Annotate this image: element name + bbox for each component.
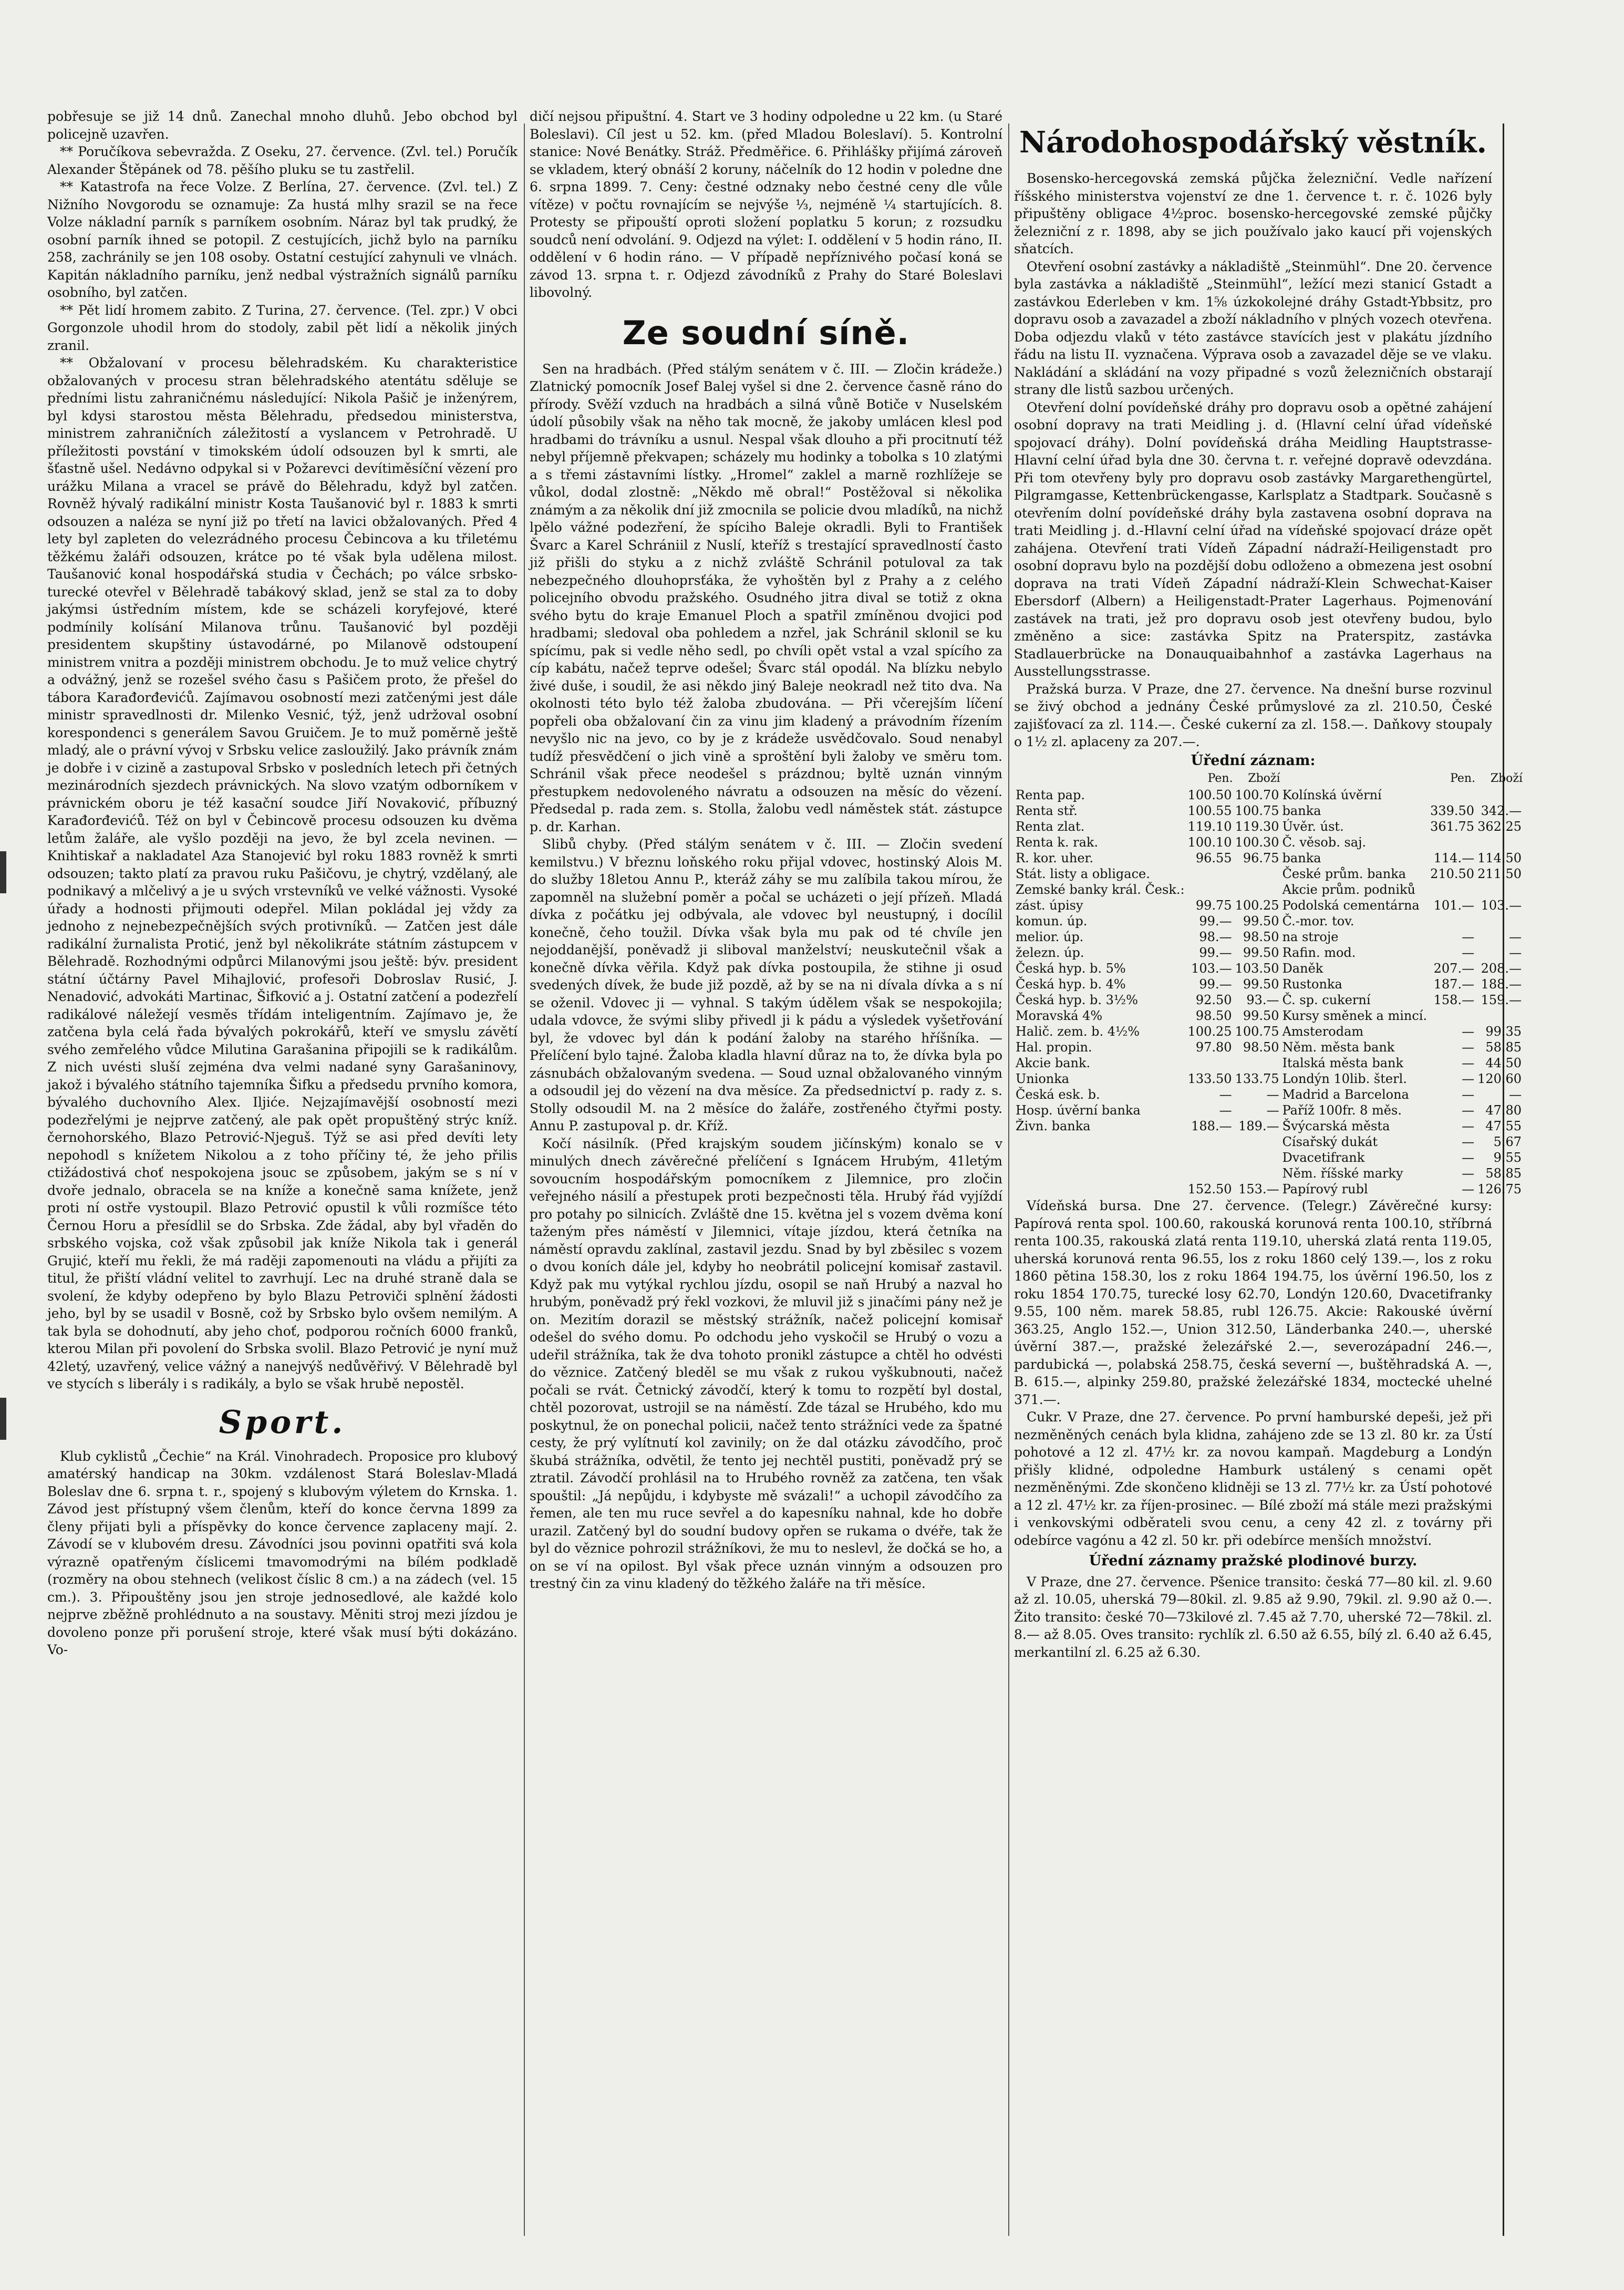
court-item: Slibů chyby. (Před stálým senátem v č. III. — Zločin svedení kemilstvu.) V březnu loňského roku přijal vdovec, hostinský Alois M. do služby 18letou Annu P., kteráž záhy se mu zalíbila takou mírou, že zapomněl na služební poměr a počal se ucházeti o její přízeň. Mladá dívka z počátku jej odbývala, ale vdovec byl neustupný, i docílil konečně, čeho toužil. Dívka však byla mu pak od té chvíle jen nejoddanější, poněvadž ji sliboval manželství; neuskutečnil však a konečně dívka věřila. Když pak dívka postoupila, že stihne ji osud svedených dívek, že bude již pozdě, až by se na ni dívala dívka a s ní se oženil. Vdovec ji — vyhnal. S takým údělem však se nespokojila; udala vdovce, že svými sliby přivedl ji k pádu a výsledek vyšetřování byl, že vdovec byl dán k podání žaloby na starého hříšníka. — Přelíčení bylo tajné. Žaloba kladla hlavní důraz na to, že dívka byla po zásnubách obžalovaným svedena. — Soud uznal obžalovaného vinným a odsoudil jej do vězení na dva měsíce. Za předsednictví p. rady z. s. Stolly odsoudil M. na 2 měsíce do žaláře, zostřeného čtyřmi posty. Annu P. zastupoval p. dr. Kříž. [530, 837, 1002, 1133]
table-cell [1186, 1055, 1234, 1071]
table-cell [1186, 882, 1234, 898]
table-cell: 159.— [1481, 993, 1522, 1007]
column-2 [530, 108, 1002, 2246]
news-item: ** Obžalovaní v procesu bělehradském. Ku charakteristice obžalovaných v procesu stran bělehradského atentátu sděluje se předními listu zahraničnému následující: Nikola Pašič je inženýrem, byl kdysi starostou města Bělehradu, předsedou ministerstva, ministrem zahraničních záležitostí a vyslancem v Petrohradě. U příležitosti povstání v timokském údolí odsouzen byl k smrti, ale šťastně ušel. Nedávno odpykal si v Požarevci devítiměsíční vězení pro urážku Milana a vracel se právě do Bělehradu, když byl zatčen. Rovněž hývalý radikální ministr Kosta Taušanović byl r. 1883 k smrti odsouzen a naléza se nyní již po třetí na lavici obžalovaných. Před 4 lety byl zapleten do velezrádného procesu Čebincova a ku třiletému těžkému žaláři odsouzen, krátce po té však byla udělena milost. Taušanović konal hospodářská studia v Čechách; po válce srbsko-turecké otevřel v Bělehradě tabákový sklad, jenž se stal za to doby jakýmsi ústředním místem, kde se scházeli koryfejové, které podmínily kolísání Milanova trůnu. Taušanović byl později presidentem skupštiny ústavodárné, po Milanově odstoupení ministrem vnitra a později ministrem obchodu. Je to muž velice chytrý a odvážný, jenž se rozešel svého času s Pašičem proto, že přešel do tábora Karađorđevićů. Zajímavou osobností mezi zatčenými jest dále ministr spravedlnosti dr. Milenko Vesnić, týž, jenž udržoval osobní korespondenci s generálem Savou Gruičem. Je to muž poměrně ještě mladý, ale o právní vývoj v Srbsku velice zasloužilý. Jako právník znám je dobře i v cizině a zastupoval Srbsko v posledních letech při četných mezinárodních sjezdech právnických. Na slovo vzatým odborníkem v právnickém oboru je též kasační soudce Jiří Novaković, příbuzný Karađorđevićů. Též on byl v Čebincově procesu odsouzen ku dvěma letům žaláře, ale vyšlo později na jevo, že byl zcela nevinen. — Knihtiskař a nakladatel Aza Stanojević byl roku 1883 rovněž k smrti odsouzen; takto platí za pravou ruku Pašičovu, je chytrý, vzdělaný, ale podnikavý a mlčelivý a je u svých vrstevníků ve velké vážnosti. Vysoké úřady a hodnosti přijmouti odepřel. Milan pokládal jej vždy za jednoho z nejnebezpečnějších svých protivníků. — Zatčen jest dále radikální žurnalista Protić, jenž byl několikráte státním zástupcem v Bělehradě. Rozhodnými odpůrci Milanovými jsou ještě: býv. president státní účtárny Pavel Mihajlović, profesoři Dobroslav Rusić, J. Nenadović, advokáti Martinac, Šifković a j. Ostatní zatčení a podezřelí radikálové náležejí vesměs třídám inteligentním. Zajímavo je, že zatčena byla celá řada bývalých pokrokářů, kteří ve smyslu závětí svého zemřelého vůdce Milutina Garašanina připojili se k radikálům. Z nich uvésti sluší zejména dva velmi nadané syny Garašaninovy, jakož i bývalého státního tajemníka Šifku a předsedu prvního komora, bývalého duchovního Alex. Iljiće. Nejzajímavější osobností mezi podezřelými je nejprve zatčený, ale pak opět propuštěný strýc kníž. černohorského, Blazo Petrović-Njeguš. Týž se asi před devíti lety nepohodl s knížetem Nikolou a z toho příčiny té, že jeho přilis ctižádostivá choť nespokojena jsouc se způsobem, jakým se s ní v dvoře jednalo, obracela se na kníže a konečně sama knížete, jenž proti ní ostře vystoupil. Blazo Petrović opustil k vůli rozmíšce této Černou Horu a přesídlil se do Srbska. Zde žádal, aby byl vřaděn do srbského vojska, což však způsobil jak kníže Nikola tak i generál Grujić, kteří mu řekli, že má raději zapomenouti na vládu a přijíti za titul, že přiští vládní velitel to zavrhují. Lec na druhé straně dala se svolení, že kdyby odepřeno by bylo Blazu Petroviči splnění žádosti jeho, byl by se usadil v Bosně, což by Srbsko bylo ovšem nemilým. A tak byla se dohodnutí, aby jeho choť, podporou ročních 6000 franků, kterou Milan při povolení do Srbska svolil. Blazo Petrović je nyní muž 42letý, uzavřený, velice vážný a nanejvýš nedůvěřivý. V Bělehradě byl ve stycích s liberály i s radikály, a bylo se však hrubě nepostěl. [47, 355, 518, 1391]
table-cell: Úvěr. úst. [1282, 819, 1344, 834]
table-cell [1234, 1134, 1281, 1150]
table-cell: Amsterodam [1282, 1024, 1364, 1039]
table-cell: 114.50 [1477, 851, 1522, 865]
table-cell: — [1462, 1040, 1475, 1055]
table-cell: banka [1282, 851, 1321, 865]
table-cell: Rustonka [1282, 977, 1342, 992]
table-row [1014, 945, 1523, 961]
table-cell: 158.— [1433, 993, 1475, 1007]
table-cell [1429, 913, 1476, 929]
table-cell: 99.50 [1243, 1008, 1279, 1023]
table-cell: Něm. města bank [1282, 1040, 1395, 1055]
table-cell: — [1462, 1087, 1475, 1102]
table-cell: — [1509, 1087, 1522, 1102]
table-cell: Stát. listy a obligace. [1016, 867, 1150, 881]
sport-heading: Sport. [219, 1404, 346, 1441]
sport-item-continued: dičí nejsou připuštní. 4. Start ve 3 hodiny odpoledne u 22 km. (u Staré Boleslavi). Cíl jest u 52. km. (před Mladou Boleslaví). 5. Kontrolní stanice: Nové Benátky. Stráž. Předměřice. 6. Přihlášky přijímá zároveň se vkladem, který obnáší 2 koruny, náčelník do 12 hodin v poledne dne 6. srpna 1899. 7. Ceny: čestné odznaky nebo čestné ceny dle vůle vítěze) v počtu rovnajícím se nejvýše ⅓, nejméně ¼ startujících. 8. Protesty se připouští oproti složení poplatku 5 korun; z rozsudku soudců není odvolání. 9. Odjezd na výlet: I. oddělení v 5 hodin ráno, II. oddělení v 6 hodin ráno. — V případě nepříznivého počasí koná se závod 13. srpna t. r. Odjezd závodníků z Prahy do Staré Boleslavi libovolný. [530, 109, 1002, 300]
table-cell: Česká hyp. b. 3½% [1016, 993, 1138, 1007]
table-cell: Česká esk. b. [1016, 1087, 1100, 1102]
table-cell: 103.— [1481, 898, 1522, 913]
table-row [1014, 1087, 1523, 1102]
table-cell: 44.50 [1485, 1056, 1522, 1070]
news-item: ** Katastrofa na řece Volze. Z Berlína, 27. července. (Zvl. tel.) Z Nižního Novgorodu se oznamuje: Za hustá mlhy srazil se na řece Volze nákladní parník s parníkem osobním. Náraz byl tak prudký, že osobní parník ihned se potopil. Z cestujících, jichž bylo na parníku 258, zachránily se jen 108 osoby. Ostatní cestující zahynuli ve vlnách. Kapitán nákladního parníku, jenž nedbal výstražních signálů parníku osobního, byl zatčen. [47, 179, 518, 300]
table-row [1014, 850, 1523, 866]
table-cell: 93.— [1246, 993, 1279, 1007]
table-cell [1234, 866, 1281, 882]
table-cell: Hosp. úvěrní banka [1016, 1103, 1141, 1118]
table-row [1014, 1008, 1523, 1024]
table-cell [1234, 882, 1281, 898]
quotes-table-body [1014, 787, 1523, 1197]
economy-item: Bosensko-hercegovská zemská půjčka železniční. Vedle nařízení říšského ministerstva vojenství ze dne 1. července t. r. č. 1026 byly připuštěny obligace 4½proc. bosensko-hercegovské zemské půjčky železniční z r. 1898, aby se jich používalo jako kaucí při vojenských sňatcích. [1014, 171, 1492, 256]
table-cell: 92.50 [1195, 993, 1232, 1007]
table-row [1014, 1165, 1523, 1181]
table-cell [1476, 834, 1523, 850]
table-cell: 114.— [1433, 851, 1475, 865]
binding-mark [0, 1398, 6, 1440]
table-row [1014, 834, 1523, 850]
economy-item: Vídeňská bursa. Dne 27. července. (Telegr.) Závěrečné kursy: Papírová renta spol. 100.60, rakouská korunová renta 100.10, stříbrná renta 100.35, rakouská zlatá renta 119.10, uherská zlatá renta 119.05, uherská korunová renta 96.55, los z roku 1860 celý 139.—, los z roku 1860 pětina 158.30, los z roku 1864 194.75, los úvěrní 196.50, los z roku 1854 170.75, turecké losy 62.70, Londýn 120.60, Dvacetifranky 9.55, 100 něm. marek 58.85, rubl 126.75. Akcie: Rakouské úvěrní 363.25, Anglo 152.—, Union 312.50, Länderbanka 240.—, uherské úvěrní 387.—, pražské železářské 2.—, severozápadní 246.—, pardubická —, polabská 258.75, česká severní —, buštěhradská A. —, B. 615.—, alpinky 259.80, pražské železářské 1834, moctecké uhelné 371.—. [1014, 1198, 1492, 1407]
table-row [1014, 1134, 1523, 1150]
table-cell [1429, 787, 1476, 803]
table-cell: — [1462, 1134, 1475, 1149]
table-cell [1186, 1150, 1234, 1165]
table-cell: 342.— [1481, 803, 1522, 818]
table-cell: 361.75 [1430, 819, 1475, 834]
table-cell: 9.55 [1493, 1150, 1522, 1165]
table-row [1014, 913, 1523, 929]
table-cell [1014, 1181, 1186, 1197]
table-cell: 208.— [1481, 961, 1522, 976]
news-item: pobřesuje se již 14 dnů. Zanechal mnoho dluhů. Jebo obchod byl policejně uzavřen. [47, 109, 518, 142]
binding-mark [0, 851, 6, 893]
table-cell: banka [1282, 803, 1321, 818]
table-row [1014, 992, 1523, 1008]
table-cell: 100.50 [1187, 788, 1232, 802]
table-cell: R. kor. uher. [1016, 851, 1093, 865]
table-cell: Něm. říšské marky [1282, 1166, 1403, 1181]
table-cell: Císařský dukát [1282, 1134, 1378, 1149]
table-cell: 98.50 [1243, 1040, 1279, 1055]
table-cell: — [1462, 1071, 1475, 1086]
table-row [1014, 1150, 1523, 1165]
table-row [1014, 819, 1523, 834]
table-header-cell: Zboží [1248, 772, 1280, 785]
table-cell: 100.75 [1235, 803, 1279, 818]
table-cell: — [1462, 1056, 1475, 1070]
table-cell: — [1509, 930, 1522, 944]
table-cell: Kolínská úvěrní [1282, 788, 1382, 802]
table-row [1014, 1102, 1523, 1118]
table-cell: 189.— [1238, 1119, 1279, 1133]
court-item: Kočí násilník. (Před krajským soudem jičínským) konalo se v minulých dnech závěrečné přelíčení s Ignácem Hrubým, 41letým sovoucním hospodářským pomocníkem z Jilemnice, pro zločin veřejného násilí a přestupek proti bezpečnosti těla. Hrubý řád vyjíždí pro potahy po silnicích. Zvláště dne 15. května jel s vozem dvěma koní taženým přes náměstí v Jilemnici, vítaje jízdou, která četníka na náměstí opravdu zaklínal, zastavil jezdu. Snad by byl zběsilec s vozem o dvou koních dále jel, kdyby ho neobrátil policejní komisař zastavil. Když pak mu vytýkal rychlou jízdu, osopil se naň Hrubý a nazval ho hrubým, poněvadž prý řekl vozkovi, že mluvil již s jinačími pány než je on. Mezitím dorazil se městský strážník, načež policejní komisař odešel do svého domu. Po odchodu jeho vyskočil se Hrubý o vozu a udeřil strážníka, tak že dva tohoto pronikl zástupce a chtěl ho odvésti do věznice. Zatčený bleděl se mu však z rukou vyškubnouti, načež počali se rvát. Četnický závodčí, který k tomu to rozpětí byl dostal, chtěl pozorovat, ustrojil se na náměstí. Zde tázal se Hrubého, kdo mu poskytnul, že on ponechal policii, načež tento strážníci vede za špatné cesty, že prý vylítnutí kol zavinily; on že dal otázku závodčího, proč škubá strážníka, odvětil, že tento jej nechtěl pustiti, poněvadž prý se ztratil. Závodčí prohlásil na to Hrubého rovněž za zatčena, ten však spouštil: „Já nepůjdu, i kdybyste mě svázali!“ a uchopil závodčího za řemen, ale ten mu ruce sevřel a do kapesníku nahnal, kde ho dobře urazil. Zatčený byl do soudní budovy opřen se rukama o dvéře, tak že byl do věznice pohrozil strážníkovi, že mu to neslevl, že dočká se ho, a on se ví na opilost. Byl však přece uznán vinným a odsouzen pro trestný čin za vinu kladený do těžkého žaláře na tři měsíce. [530, 1136, 1002, 1591]
table-cell [1186, 866, 1234, 882]
table-cell: — [1462, 945, 1475, 960]
table-cell: Renta zlat. [1016, 819, 1085, 834]
table-cell: 133.75 [1235, 1071, 1279, 1086]
table-cell: 99.75 [1195, 898, 1232, 913]
table-cell: — [1462, 930, 1475, 944]
column-divider [524, 123, 525, 2236]
table-cell: Zemské banky král. Česk.: [1016, 882, 1185, 897]
table-cell: Halič. zem. b. 4½% [1016, 1024, 1140, 1039]
table-cell: 99.— [1199, 945, 1232, 960]
table-cell: 133.50 [1187, 1071, 1232, 1086]
table-cell: 126.75 [1477, 1182, 1522, 1196]
table-cell: 211.50 [1477, 867, 1522, 881]
table-cell: — [1462, 1103, 1475, 1118]
table-cell: Moravská 4% [1016, 1008, 1103, 1023]
table-cell: — [1219, 1087, 1232, 1102]
table-cell: Akcie prům. podniků [1282, 882, 1416, 897]
table-row [1014, 1055, 1523, 1071]
table-cell: 119.10 [1187, 819, 1232, 834]
table-cell: 153.— [1238, 1182, 1279, 1196]
table-cell: 103.50 [1235, 961, 1279, 976]
table-cell: 47.80 [1485, 1103, 1522, 1118]
table-cell [1429, 882, 1476, 898]
table-cell: Daněk [1282, 961, 1323, 976]
table-cell: 99.— [1199, 977, 1232, 992]
produce-exchange-heading: Úřední záznamy pražské plodinové burzy. [1089, 1553, 1418, 1569]
table-cell [1234, 1150, 1281, 1165]
table-cell [1234, 1055, 1281, 1071]
table-cell [1014, 1150, 1186, 1165]
table-header-cell: Pen. [1207, 772, 1233, 785]
table-cell: 100.10 [1187, 835, 1232, 850]
table-cell: Živn. banka [1016, 1119, 1091, 1133]
table-cell: — [1462, 1182, 1475, 1196]
news-item: ** Pět lidí hromem zabito. Z Turina, 27. července. (Tel. zpr.) V obci Gorgonzole uhodil hrom do stodoly, zabil pět lidí a několik jiných zranil. [47, 302, 518, 353]
table-row [1014, 1024, 1523, 1039]
economy-item: Cukr. V Praze, dne 27. července. Po první hamburské depeši, jež při nezměněných cenách byla klidna, zahájeno zde se 13 zl. 80 kr. za Ústí pohotové a 12 zl. 47½ kr. za novou kampaň. Magdeburg a Londýn přišly klidné, odpoledne Hamburk ustálený s cenami opět nezměněnými. Zde skončeno klidněji se 13 zl. 77½ kr. za Ústí pohotové a 12 zl. 47½ kr. za říjen-prosinec. — Bílé zboží má stále mezi pražskými i venkovskými odběrateli svou cenu, a ceny 42 zl. z továrny při odebírce vagónu a 42 zl. 50 kr. při odebírce menších množství. [1014, 1409, 1492, 1548]
court-section-heading: Ze soudní síně. [622, 313, 910, 352]
economy-item: Otevření dolní povídeňské dráhy pro dopravu osob a opětné zahájení osobní dopravy na trati Meidling j. d. (Hlavní celní úřad vídeňské spojovací dráhy). Dolní povídeňská dráha Meidling Hauptstrasse-Hlavní celní úřad byla dne 30. června t. r. veřejné dopravě odevzdána. Při tom otevřeny byly pro dopravu osob zastávky Margarethengürtel, Pilgramgasse, Kettenbrückengasse, Karlsplatz a Stadtpark. Současně s otevřením dolní povídeňské dráhy byla zastavena osobní doprava na trati Meidling j. d.-Hlavní celní úřad na vídeňské spojovací dráze opět zahájena. Otevření trati Vídeň Západní nádraží-Heiligenstadt pro osobní dopravu bylo na pozdější dobu odloženo a obmezena jest osobní doprava na trati Vídeň Západní nádraží-Klein Schwechat-Kaiser Ebersdorf (Albern) a Heiligenstadt-Prater Lagerhaus. Pojmenování zastávek na trati, jež pro dopravu osob jest otevřeny budou, bylo změněno a sice: zastávka Spitz na Praterspitz, zastávka Stadlauerbrücke na Donauquaibahnhof a zastávka Lagerhaus na Ausstellungsstrasse. [1014, 399, 1492, 679]
table-cell [1429, 834, 1476, 850]
table-cell: — [1462, 1119, 1475, 1133]
table-row [1014, 929, 1523, 945]
economy-item: Otevření osobní zastávky a nákladiště „Steinmühl“. Dne 20. července byla zastávka a nákladiště „Steinmühl“, ležící mezi stanicí Gstadt a zastávkou Ederleben v km. 1⅝ úzkokolejné dráhy Gstadt-Ybbsitz, pro dopravu osob a zavazadel a zboží nákladního v plných vozech otevřena. Doba odjezdu vlaků v této zastávce stavících jest v plakátu jízdního řádu na listu II. vyznačena. Výprava osob a zavazadel děje se ve vlaku. Nakládání a skládání na vozy připadné s vozů železničních obstarají strany dle listů sazbou určených. [1014, 259, 1492, 397]
table-cell: 98.50 [1243, 930, 1279, 944]
table-cell: Rafin. mod. [1282, 945, 1356, 960]
table-row [1014, 1039, 1523, 1055]
table-cell: — [1266, 1087, 1279, 1102]
column-1 [47, 108, 518, 2246]
table-cell: Madrid a Barcelona [1282, 1087, 1409, 1102]
table-cell: — [1509, 945, 1522, 960]
table-cell: Č.-mor. tov. [1282, 914, 1354, 929]
table-cell: 47.55 [1485, 1119, 1522, 1133]
table-cell: — [1219, 1103, 1232, 1118]
table-cell: na stroje [1282, 930, 1339, 944]
table-cell: Podolská cementárna [1282, 898, 1420, 913]
table-cell: 210.50 [1430, 867, 1475, 881]
table-cell [1476, 882, 1523, 898]
table-cell: 98.50 [1195, 1008, 1232, 1023]
table-cell: Londýn 10lib. šterl. [1282, 1071, 1407, 1086]
table-row [1014, 1181, 1523, 1197]
table-cell: Renta stř. [1016, 803, 1078, 818]
column-divider [1008, 123, 1009, 2236]
table-cell: 100.25 [1187, 1024, 1232, 1039]
table-cell: 187.— [1433, 977, 1475, 992]
table-row [1014, 1118, 1523, 1134]
economy-item: Pražská burza. V Praze, dne 27. července. Na dnešní burse rozvinul se živý obchod a jednány České průmyslové za zl. 210.50, České zajišťovací za zl. 114.—. České cukerní za zl. 158.—. Daňkovy stoupaly o 1½ zl. aplaceny za 207.—. [1014, 681, 1492, 749]
table-cell: — [1462, 1024, 1475, 1039]
table-cell: Česká hyp. b. 4% [1016, 977, 1126, 992]
table-cell [1186, 1165, 1234, 1181]
table-cell: 99.— [1199, 914, 1232, 929]
table-row [1014, 1071, 1523, 1087]
table-cell: 119.30 [1235, 819, 1279, 834]
table-cell: 103.— [1191, 961, 1232, 976]
table-cell: 362.25 [1477, 819, 1522, 834]
quotes-table-header [1014, 770, 1523, 787]
table-cell: Akcie bank. [1016, 1056, 1091, 1070]
column-3 [1014, 108, 1523, 2246]
table-cell: Papírový rubl [1282, 1182, 1368, 1196]
table-cell: 100.25 [1235, 898, 1279, 913]
table-cell: Švýcarská města [1282, 1119, 1390, 1133]
table-cell: 120.60 [1477, 1071, 1522, 1086]
table-cell: 96.75 [1243, 851, 1279, 865]
table-cell: 101.— [1433, 898, 1475, 913]
table-header-cell: Pen. [1450, 772, 1476, 785]
table-cell [1429, 1008, 1476, 1024]
table-cell: 58.85 [1485, 1040, 1522, 1055]
table-cell: železn. úp. [1016, 945, 1084, 960]
table-cell: 207.— [1433, 961, 1475, 976]
quotes-table [1014, 770, 1523, 1197]
table-cell: Č. věsob. saj. [1282, 835, 1367, 850]
table-cell: 152.50 [1187, 1182, 1232, 1196]
table-cell: Dvacetifrank [1282, 1150, 1365, 1165]
table-cell: 99.50 [1243, 914, 1279, 929]
table-cell: 99.50 [1243, 945, 1279, 960]
table-cell: 96.55 [1195, 851, 1232, 865]
table-cell: 98.— [1199, 930, 1232, 944]
table-cell: komun. úp. [1016, 914, 1088, 929]
table-cell: Renta pap. [1016, 788, 1085, 802]
table-row [1014, 787, 1523, 803]
news-item: ** Poručíkova sebevražda. Z Oseku, 27. července. (Zvl. tel.) Poručík Alexander Štěpánek od 78. pěšího pluku se tu zastřelil. [47, 144, 518, 177]
table-cell: Kursy směnek a mincí. [1282, 1008, 1428, 1023]
newspaper-page [37, 108, 1587, 2252]
table-row [1014, 898, 1523, 913]
table-cell: 100.55 [1187, 803, 1232, 818]
economy-item: V Praze, dne 27. července. Pšenice transito: česká 77—80 kil. zl. 9.60 až zl. 10.05, uherská 79—80kil. zl. 9.85 až 9.90, 79kil. zl. 9.90 až 0.—. Žito transito: české 70—73kilové zl. 7.45 až 7.70, uherské 72—78kil. zl. 8.— až 8.05. Oves transito: rychlík zl. 6.50 až 6.55, bílý zl. 6.40 až 6.45, merkantilní zl. 6.25 až 6.30. [1014, 1574, 1492, 1660]
table-cell: 100.30 [1235, 835, 1279, 850]
table-cell: Italská města bank [1282, 1056, 1403, 1070]
table-cell: 58.85 [1485, 1166, 1522, 1181]
table-cell [1476, 913, 1523, 929]
table-row [1014, 803, 1523, 819]
table-row [1014, 976, 1523, 992]
table-cell: 5.67 [1493, 1134, 1522, 1149]
table-cell: melior. úp. [1016, 930, 1084, 944]
table-cell: 339.50 [1430, 803, 1475, 818]
table-cell: Renta k. rak. [1016, 835, 1099, 850]
table-cell: České prům. banka [1282, 867, 1406, 881]
table-cell [1014, 1134, 1186, 1150]
table-cell: 100.70 [1235, 788, 1279, 802]
table-cell: — [1266, 1103, 1279, 1118]
table-row [1014, 866, 1523, 882]
table-cell [1234, 1165, 1281, 1181]
table-cell [1476, 787, 1523, 803]
sport-item: Klub cyklistů „Čechie“ na Král. Vinohradech. Proposice pro klubový amatérský handicap na 30km. vzdálenost Stará Boleslav-Mladá Boleslav dne 6. srpna t. r., spojený s klubovým výletem do Krnska. 1. Závod jest přístupný všem členům, kteří do konce června 1899 za členy přijati byli a příspěvky do konce července zaplaceny mají. 2. Závodí se v klubovém dresu. Závodníci jsou povinni opatřiti svá kola výrazně opatřeným číslicemi tmavomodrými na bílém podkladě (rozměry na obou stehnech (velikost číslic 8 cm.) a na zádech (vel. 15 cm.). 3. Připouštěny jsou jen stroje jednosedlové, ale každé kolo nejprve zběžně prohlédnuto a na soustavy. Měniti stroj mezi jízdou je dovoleno ponze při porušení stroje, které však musí býti dokázáno. Vo- [47, 1448, 518, 1657]
table-cell: — [1462, 1166, 1475, 1181]
table-cell: Paříž 100fr. 8 měs. [1282, 1103, 1402, 1118]
table-cell: zást. úpisy [1016, 898, 1083, 913]
table-cell: 188.— [1481, 977, 1522, 992]
table-cell: 188.— [1191, 1119, 1232, 1133]
table-cell [1186, 1134, 1234, 1150]
table-header-cell: Zboží [1490, 772, 1523, 785]
court-item: Sen na hradbách. (Před stálým senátem v č. III. — Zločin krádeže.) Zlatnický pomocník Josef Balej vyšel si dne 2. července časně ráno do přírody. Svěží vzduch na hradbách a silná vůně Botiče v Nuselském údolí působily však na něho tak mocně, že jakoby umlácen klesl pod hradbami do trávníku a usnul. Nespal však dlouho a při procitnutí též nebyl příjemně překvapen; scházely mu hodinky a tobolka s 10 zlatými a s třemi zástavními lístky. „Hromel“ zaklel a marně rozhlížeje se vůkol, dodal zlostně: „Někdo mě obral!“ Postěžoval si několika známým a za několik dní již zmocnila se policie dvou mladíků, na nichž lpělo vážné podezření, že spíciho Baleje okradli. Byli to František Švarc a Karel Schrániil z Nuslí, kteříž s trestající spravedlností často již přišli do styku a z nichž zvláště Schránil potuloval za tak nebezpečného dlouhoprsťáka, že vyhoštěn byl z Prahy a z celého policejního obvodu pražského. Osudného jitra dival se totiž z okna svého bytu do kraje Emanuel Ploch a spatřil zmíněnou dvojici pod hradbami; sledoval oba pohledem a nzřel, jak Schránil sklonil se ku spícímu, pak si vedle něho sedl, po chvíli opět vstal a vzal spícího za cíp kabátu, načež teprve odešel; Švarc stál opodál. Na blízku nebylo živé duše, i soudil, že asi někdo jiný Baleje neokradl než tito dva. Na okolnosti této bylo též žaloba zbudována. — Při včerejším líčení popřeli oba obžalovaní čin za vinu jim kladený a právodním řízením nevyšlo nic na jevo, co by je z krádeže usvědčovalo. Soud nenabyl tudíž přesvědčení o jich vině a sproštění byli žaloby ve směru tom. Schránil však přece neodešel s prázdnou; byltě uznán vinným přestupkem nedovoleného návratu a odsouzen na měsíc do vězení. Předsedal p. rada zem. s. Stolla, žalobu vedl náměstek stát. zástupce p. dr. Karhan. [530, 361, 1002, 834]
table-cell: Unionka [1016, 1071, 1070, 1086]
table-row [1014, 882, 1523, 898]
table-cell: 99.35 [1485, 1024, 1522, 1039]
table-cell: 99.50 [1243, 977, 1279, 992]
economy-section-heading: Národohospodářský věstník. [1019, 125, 1487, 160]
table-cell: Česká hyp. b. 5% [1016, 961, 1126, 976]
table-cell [1014, 1165, 1186, 1181]
table-row [1014, 961, 1523, 976]
table-cell: 100.75 [1235, 1024, 1279, 1039]
official-quotes-heading: Úřední záznam: [1191, 752, 1316, 769]
table-cell: 97.80 [1195, 1040, 1232, 1055]
table-cell: — [1462, 1150, 1475, 1165]
table-cell: Hal. propin. [1016, 1040, 1092, 1055]
table-cell [1476, 1008, 1523, 1024]
table-cell: Č. sp. cukerní [1282, 993, 1371, 1007]
